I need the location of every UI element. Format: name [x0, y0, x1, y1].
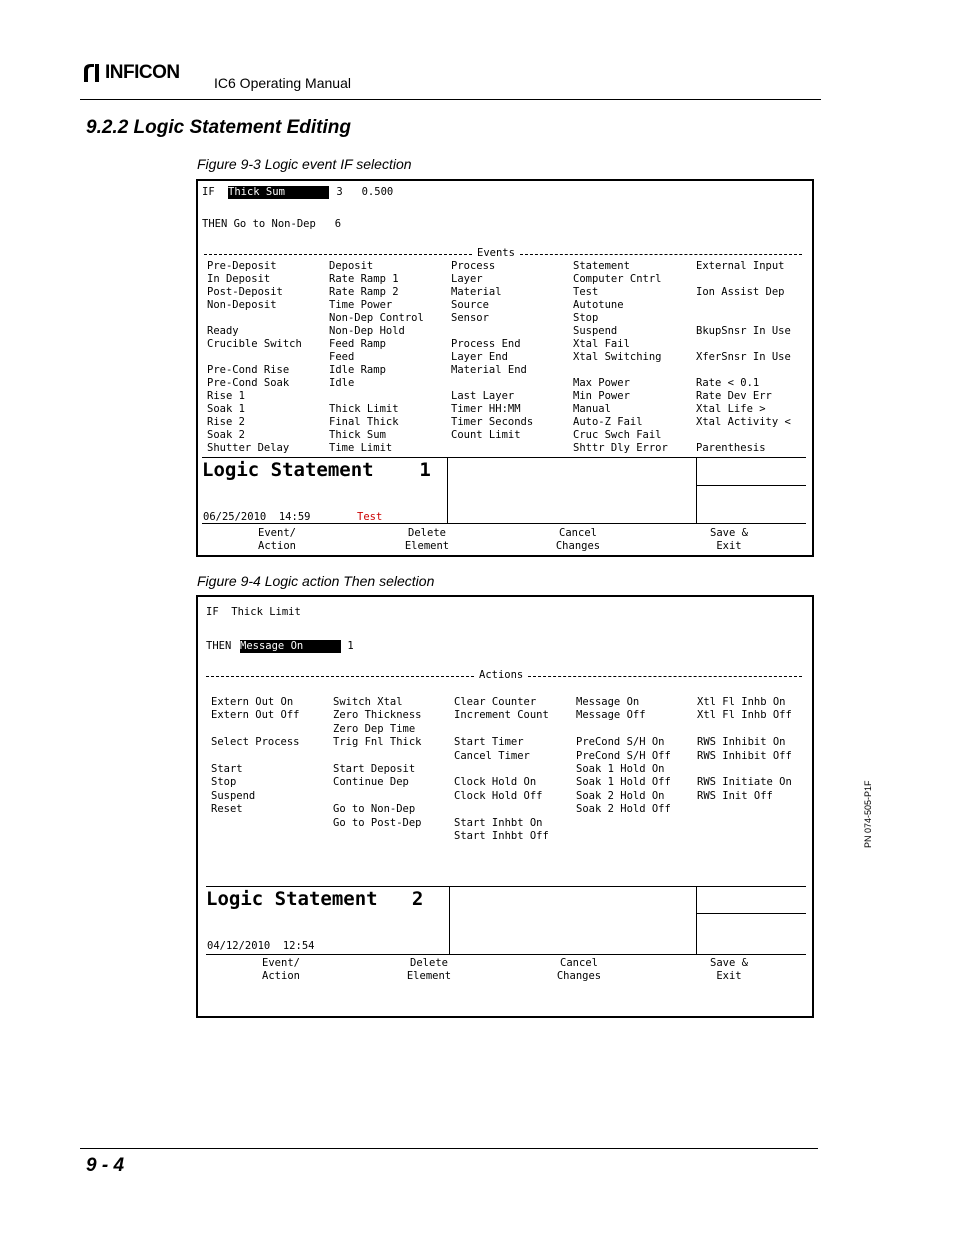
list-item[interactable]: Feed Ramp	[329, 338, 386, 350]
then-selection[interactable]: Message On	[240, 640, 342, 652]
save-exit-button[interactable]: Save & Exit	[710, 527, 748, 552]
page-number: 9 - 4	[86, 1155, 125, 1176]
inficon-logo	[82, 60, 180, 86]
list-item[interactable]: Continue Dep	[333, 776, 409, 789]
list-item[interactable]: Start Inhbt On	[454, 816, 543, 829]
list-item[interactable]: Zero Thickness	[333, 709, 422, 722]
list-item[interactable]: PreCond S/H On	[576, 736, 665, 749]
list-item[interactable]: Soak 2	[207, 429, 245, 441]
list-item[interactable]: Rate < 0.1	[696, 377, 760, 389]
list-item[interactable]: Time Power	[329, 299, 393, 311]
divider	[696, 886, 697, 954]
list-item[interactable]: Autotune	[573, 299, 624, 311]
logic-action-screen	[196, 595, 814, 1018]
divider	[528, 676, 802, 677]
list-item[interactable]: Message Off	[576, 709, 646, 722]
list-item[interactable]: Idle Ramp	[329, 364, 386, 376]
list-item[interactable]: Manual	[573, 403, 611, 415]
event-action-button[interactable]: Event/ Action	[262, 957, 300, 982]
then-label: THEN	[206, 640, 238, 652]
list-item[interactable]: Go to Non-Dep	[333, 803, 416, 816]
list-item[interactable]: Xtal Fail	[573, 338, 630, 350]
part-number: PN 074-505-P1F	[863, 780, 873, 848]
list-item[interactable]: Start Deposit	[333, 763, 416, 775]
list-item[interactable]: Process End	[451, 338, 521, 350]
status-text: Test	[357, 511, 383, 523]
list-item[interactable]: Clear Counter	[454, 696, 537, 708]
list-item[interactable]: Zero Dep Time	[333, 722, 416, 735]
list-item[interactable]: Sensor	[451, 312, 489, 324]
list-item[interactable]: Select Process	[211, 736, 300, 749]
list-item[interactable]: PreCond S/H Off	[576, 749, 671, 762]
list-item[interactable]: Test	[573, 286, 599, 298]
list-item[interactable]: Rate Ramp 1	[329, 273, 399, 285]
list-item[interactable]: Post-Deposit	[207, 286, 283, 298]
list-item[interactable]: Idle	[329, 377, 355, 389]
list-item[interactable]: Timer Seconds	[451, 416, 534, 428]
list-item[interactable]: Crucible Switch	[207, 338, 302, 350]
list-item[interactable]: Extern Out Off	[211, 709, 300, 722]
list-item[interactable]: XferSnsr In Use	[696, 351, 791, 363]
list-item[interactable]: Clock Hold On	[454, 776, 537, 789]
statement-title: Logic Statement 1	[202, 459, 431, 481]
list-item[interactable]: Rate Dev Err	[696, 390, 772, 402]
list-item[interactable]: Material	[451, 286, 502, 298]
then-args: 1	[341, 640, 354, 652]
list-item[interactable]: Stop	[573, 312, 599, 324]
divider	[206, 676, 474, 677]
list-item[interactable]: Shttr Dly Error	[573, 442, 668, 454]
list-item[interactable]: Start	[211, 763, 243, 775]
list-item[interactable]: Soak 1 Hold On	[576, 763, 665, 775]
divider	[447, 457, 448, 523]
list-item[interactable]: In Deposit	[207, 273, 271, 285]
divider	[204, 254, 472, 255]
if-args: 3 0.500	[330, 186, 394, 198]
list-item[interactable]: Shutter Delay	[207, 442, 290, 454]
list-item[interactable]: Increment Count	[454, 709, 549, 722]
list-item[interactable]: BkupSnsr In Use	[696, 325, 791, 337]
divider	[449, 886, 450, 954]
section-title: 9.2.2 Logic Statement Editing	[86, 117, 351, 138]
list-item[interactable]: Xtl Fl Inhb On	[697, 696, 786, 708]
list-item[interactable]: Material End	[451, 364, 527, 376]
list-item[interactable]: Rate Ramp 2	[329, 286, 399, 298]
list-item[interactable]: Time Limit	[329, 442, 393, 454]
figure-caption: Figure 9-4 Logic action Then selection	[197, 573, 435, 589]
list-item[interactable]: RWS Init Off	[697, 789, 773, 802]
list-item[interactable]: Non-Deposit	[207, 299, 277, 311]
date-time: 06/25/2010 14:59	[203, 511, 311, 523]
list-item[interactable]: Source	[451, 299, 489, 311]
list-item[interactable]: Soak 2 Hold On	[576, 789, 665, 802]
actions-label: Actions	[479, 669, 524, 681]
list-item[interactable]: Non-Dep Hold	[329, 325, 405, 337]
list-item[interactable]: RWS Initiate On	[697, 776, 792, 789]
divider	[696, 485, 806, 486]
header-rule	[80, 99, 821, 100]
delete-element-button[interactable]: Delete Element	[404, 527, 450, 552]
cancel-changes-button[interactable]: Cancel Changes	[556, 957, 602, 982]
list-item[interactable]: Soak 1 Hold Off	[576, 776, 671, 789]
list-item[interactable]: Xtal Switching	[573, 351, 662, 363]
list-item[interactable]: Auto-Z Fail	[573, 416, 643, 428]
divider	[696, 457, 697, 523]
footer-rule	[80, 1148, 818, 1149]
list-item[interactable]: Message On	[576, 696, 640, 708]
list-item[interactable]: Clock Hold Off	[454, 789, 543, 802]
divider	[696, 913, 806, 914]
list-item[interactable]: Deposit	[329, 260, 374, 272]
brand-name: INFICON	[105, 62, 180, 83]
divider	[206, 954, 806, 955]
divider	[520, 254, 802, 255]
list-item[interactable]: Final Thick	[329, 416, 399, 428]
list-item[interactable]: External Input	[696, 260, 785, 272]
list-item[interactable]: Thick Sum	[329, 429, 386, 441]
list-item[interactable]: Pre-Cond Soak	[207, 377, 290, 389]
list-item[interactable]: Computer Cntrl	[573, 273, 662, 285]
list-item[interactable]: Switch Xtal	[333, 696, 403, 708]
statement-title: Logic Statement 2	[206, 888, 424, 910]
list-item[interactable]: Max Power	[573, 377, 630, 389]
list-item[interactable]: Xtl Fl Inhb Off	[697, 709, 792, 722]
list-item[interactable]: Layer End	[451, 351, 508, 363]
list-item[interactable]: Parenthesis	[696, 442, 766, 454]
figure-caption: Figure 9-3 Logic event IF selection	[197, 156, 412, 172]
list-item[interactable]: Statement	[573, 260, 630, 272]
list-item[interactable]: Cruc Swch Fail	[573, 429, 662, 441]
list-item[interactable]: Ready	[207, 325, 239, 337]
list-item[interactable]: Start Timer	[454, 736, 524, 749]
list-item[interactable]: Process	[451, 260, 496, 272]
list-item[interactable]: Reset	[211, 803, 243, 816]
list-item[interactable]: Cancel Timer	[454, 749, 530, 762]
divider	[206, 886, 806, 887]
delete-element-button[interactable]: Delete Element	[406, 957, 452, 982]
logic-event-screen	[196, 179, 814, 557]
list-item[interactable]: Rise 1	[207, 390, 245, 402]
event-action-button[interactable]: Event/ Action	[258, 527, 296, 552]
inficon-logo-icon	[82, 62, 102, 84]
list-item[interactable]: Xtal Activity <	[696, 416, 791, 428]
cancel-changes-button[interactable]: Cancel Changes	[555, 527, 601, 552]
list-item[interactable]: Pre-Cond Rise	[207, 364, 290, 376]
list-item[interactable]: Ion Assist Dep	[696, 286, 785, 298]
list-item[interactable]: Timer HH:MM	[451, 403, 521, 415]
list-item[interactable]: Layer	[451, 273, 483, 285]
list-item[interactable]: Go to Post-Dep	[333, 816, 422, 829]
if-line: IF Thick Limit	[206, 606, 301, 618]
list-item[interactable]: RWS Inhibit On	[697, 736, 786, 749]
list-item[interactable]: Start Inhbt Off	[454, 830, 549, 842]
list-item[interactable]: Soak 2 Hold Off	[576, 803, 671, 816]
list-item[interactable]: Suspend	[573, 325, 618, 337]
list-item[interactable]: Xtal Life >	[696, 403, 766, 415]
list-item[interactable]: Stop	[211, 776, 237, 789]
events-label: Events	[477, 247, 515, 259]
divider	[202, 457, 806, 458]
date-time: 04/12/2010 12:54	[207, 940, 315, 952]
save-exit-button[interactable]: Save & Exit	[710, 957, 748, 982]
manual-title: IC6 Operating Manual	[214, 75, 351, 91]
list-item[interactable]: Extern Out On	[211, 696, 294, 708]
list-item[interactable]: Rise 2	[207, 416, 245, 428]
list-item[interactable]: Feed	[329, 351, 355, 363]
list-item[interactable]: Trig Fnl Thick	[333, 736, 422, 749]
list-item[interactable]: Pre-Deposit	[207, 260, 277, 272]
then-line: THEN Go to Non-Dep 6	[202, 218, 342, 230]
list-item[interactable]: RWS Inhibit Off	[697, 749, 792, 762]
list-item[interactable]: Soak 1	[207, 403, 245, 415]
list-item[interactable]: Non-Dep Control	[329, 312, 424, 324]
if-label: IF	[202, 186, 215, 198]
list-item[interactable]: Thick Limit	[329, 403, 399, 415]
list-item[interactable]: Last Layer	[451, 390, 515, 402]
list-item[interactable]: Min Power	[573, 390, 630, 402]
if-selection[interactable]: Thick Sum	[228, 186, 330, 198]
divider	[202, 523, 806, 524]
list-item[interactable]: Suspend	[211, 789, 256, 802]
list-item[interactable]: Count Limit	[451, 429, 521, 441]
